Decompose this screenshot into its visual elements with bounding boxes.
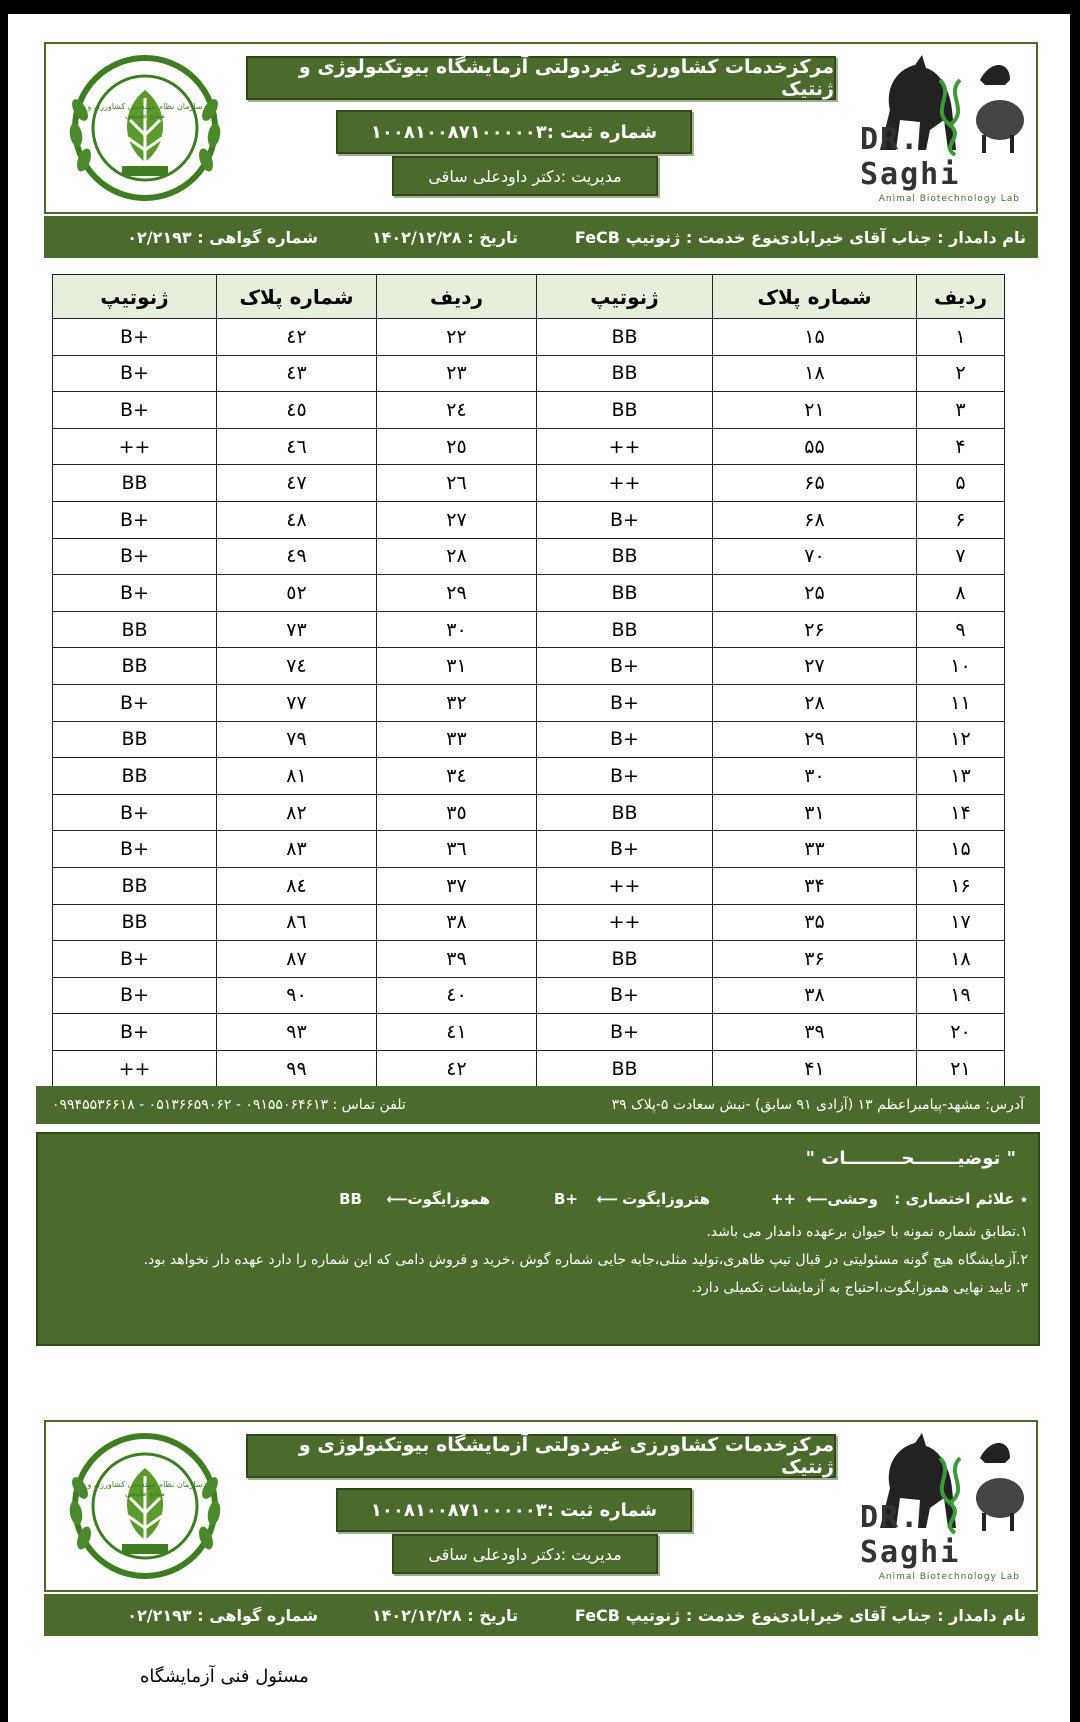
wild-label: وحشی <box>827 1190 878 1208</box>
table-cell: ۸۳ <box>217 831 377 868</box>
table-cell: ۸٦ <box>217 904 377 941</box>
table-cell: B+ <box>537 758 713 795</box>
table-cell: ۴۱ <box>713 1050 917 1087</box>
table-cell: ۳٦ <box>377 831 537 868</box>
notes-title: " توضیـــــــحـــــــــات " <box>805 1148 1016 1169</box>
table-row <box>53 758 1005 795</box>
table-row <box>53 941 1005 978</box>
left-logo-text: سازمان نظام مهندسی کشاورزی و منابع طبیعی <box>87 102 203 120</box>
table-cell: ۸ <box>917 575 1005 612</box>
table-cell: ٤٣ <box>217 355 377 392</box>
col-header: شماره پلاک <box>217 275 377 319</box>
table-cell: ۵ <box>917 465 1005 502</box>
table-row <box>53 538 1005 575</box>
table-cell: ۱ <box>917 319 1005 356</box>
col-header: شماره پلاک <box>713 275 917 319</box>
table-cell: ++ <box>537 428 713 465</box>
wheat-emblem-icon <box>60 50 230 206</box>
table-row <box>53 355 1005 392</box>
service-type: نوع خدمت : ژنوتیپ FeCB <box>574 1605 778 1625</box>
table-cell: B+ <box>53 941 217 978</box>
table-row <box>53 648 1005 685</box>
table-cell: B+ <box>53 977 217 1014</box>
letterhead-bottom <box>44 1420 1038 1592</box>
table-row <box>53 392 1005 429</box>
table-row <box>53 721 1005 758</box>
left-logo-text: سازمان نظام مهندسی کشاورزی و منابع طبیعی <box>87 1480 203 1498</box>
table-cell: ۸۲ <box>217 794 377 831</box>
col-header: ژنوتیپ <box>537 275 713 319</box>
table-cell: ٤٥ <box>217 392 377 429</box>
registration-number: شماره ثبت :۱۰۰۸۱۰۰۸۷۱۰۰۰۰۰۳ <box>336 1488 692 1532</box>
center-name: مرکزخدمات کشاورزی غیردولتی آزمایشگاه بیوتکنولوژی و ژنتیک <box>246 1434 836 1478</box>
abbr-label: ٭ علائم اختصاری : <box>894 1190 1028 1208</box>
table-cell: B+ <box>53 501 217 538</box>
table-cell: ۳۱ <box>377 648 537 685</box>
note-line-3: ۳. تایید نهایی هموزایگوت،احتیاج به آزمایشات تکمیلی دارد. <box>691 1280 1028 1296</box>
issue-date: تاریخ : ۱۴۰۲/۱۲/۲۸ <box>371 1605 518 1625</box>
table-cell: BB <box>537 1050 713 1087</box>
center-name: مرکزخدمات کشاورزی غیردولتی آزمایشگاه بیوتکنولوژی و ژنتیک <box>246 56 836 100</box>
table-cell: B+ <box>53 319 217 356</box>
table-cell: ۵۵ <box>713 428 917 465</box>
table-cell: B+ <box>53 1014 217 1051</box>
registration-number: شماره ثبت :۱۰۰۸۱۰۰۸۷۱۰۰۰۰۰۳ <box>336 110 692 154</box>
phone-text: تلفن تماس : ۰۹۱۵۵۰۶۴۶۱۳ - ۰۵۱۳۶۶۵۹۰۶۲ - ۰۹۹۴۵۵۳۶۶۱۸ <box>52 1097 406 1113</box>
table-cell: BB <box>53 758 217 795</box>
table-cell: ۲٤ <box>377 392 537 429</box>
table-cell: ۳۲ <box>377 684 537 721</box>
table-cell: ۶۵ <box>713 465 917 502</box>
table-cell: ۳۹ <box>377 941 537 978</box>
table-cell: ٤٦ <box>217 428 377 465</box>
table-cell: BB <box>53 611 217 648</box>
info-bar-bottom <box>44 1594 1038 1636</box>
table-cell: ۱۵ <box>713 319 917 356</box>
table-row <box>53 465 1005 502</box>
table-cell: ۳۵ <box>713 904 917 941</box>
table-row <box>53 977 1005 1014</box>
table-cell: BB <box>537 538 713 575</box>
table-cell: ۳۸ <box>713 977 917 1014</box>
dr-saghi-logo <box>860 1428 1030 1584</box>
homo-label: هموزایگوت <box>407 1190 490 1208</box>
table-cell: ۱۱ <box>917 684 1005 721</box>
table-cell: ۳۳ <box>713 831 917 868</box>
table-cell: ۲۶ <box>713 611 917 648</box>
table-row <box>53 575 1005 612</box>
table-cell: ۳۰ <box>377 611 537 648</box>
table-cell: B+ <box>53 684 217 721</box>
table-cell: ۹۳ <box>217 1014 377 1051</box>
address-text: آدرس: مشهد-پیامبراعظم ۱۳ (آزادی ۹۱ سابق) -نبش سعادت ۵-پلاک ۳۹ <box>611 1097 1024 1113</box>
table-cell: ۴ <box>917 428 1005 465</box>
table-row <box>53 867 1005 904</box>
service-type: نوع خدمت : ژنوتیپ FeCB <box>574 227 778 247</box>
brand-subtitle: Animal Biotechnology Lab <box>878 1572 1020 1582</box>
table-cell: BB <box>537 941 713 978</box>
table-cell: ۱۸ <box>917 941 1005 978</box>
table-cell: ۸۷ <box>217 941 377 978</box>
brand-subtitle: Animal Biotechnology Lab <box>878 194 1020 204</box>
table-cell: ۷۳ <box>217 611 377 648</box>
table-cell: BB <box>53 648 217 685</box>
table-cell: ٤۱ <box>377 1014 537 1051</box>
table-cell: ۳٥ <box>377 794 537 831</box>
col-header: ردیف <box>377 275 537 319</box>
table-cell: ۲۳ <box>377 355 537 392</box>
table-cell: B+ <box>537 1014 713 1051</box>
table-cell: B+ <box>53 538 217 575</box>
table-cell: B+ <box>537 977 713 1014</box>
info-bar-top <box>44 216 1038 258</box>
table-cell: ۲۱ <box>917 1050 1005 1087</box>
table-cell: BB <box>537 392 713 429</box>
table-cell: ۲٦ <box>377 465 537 502</box>
table-cell: ۲٥ <box>377 428 537 465</box>
table-cell: ۱۵ <box>917 831 1005 868</box>
manager-name: مدیریت :دکتر داودعلی ساقی <box>392 1534 658 1574</box>
table-cell: ۲۰ <box>917 1014 1005 1051</box>
table-cell: B+ <box>53 831 217 868</box>
letterhead-top <box>44 42 1038 214</box>
table-cell: ۱۳ <box>917 758 1005 795</box>
table-cell: ۲۱ <box>713 392 917 429</box>
table-cell: ۳۷ <box>377 867 537 904</box>
table-cell: ۳٤ <box>377 758 537 795</box>
table-cell: ۳۶ <box>713 941 917 978</box>
table-row <box>53 319 1005 356</box>
note-line-1: ۱.تطابق شماره نمونه با حیوان برعهده دامدار می باشد. <box>706 1224 1028 1240</box>
table-cell: ۲۸ <box>377 538 537 575</box>
table-row <box>53 428 1005 465</box>
table-cell: ٤٢ <box>217 319 377 356</box>
table-cell: ۷٤ <box>217 648 377 685</box>
table-cell: ۱۲ <box>917 721 1005 758</box>
table-cell: ۹۹ <box>217 1050 377 1087</box>
table-cell: B+ <box>537 648 713 685</box>
table-cell: B+ <box>537 501 713 538</box>
table-cell: ۱۰ <box>917 648 1005 685</box>
table-cell: BB <box>537 611 713 648</box>
farmer-name: نام دامدار : جناب آقای خیرابادی <box>775 1605 1026 1625</box>
table-cell: ٤٨ <box>217 501 377 538</box>
table-row <box>53 1050 1005 1087</box>
col-header: ژنوتیپ <box>53 275 217 319</box>
table-row <box>53 684 1005 721</box>
certificate-number: شماره گواهی : ۰۲/۲۱۹۳ <box>127 1605 318 1625</box>
table-cell: BB <box>53 867 217 904</box>
table-cell: ۳۱ <box>713 794 917 831</box>
table-cell: ++ <box>537 465 713 502</box>
table-cell: ٤۰ <box>377 977 537 1014</box>
arrow-icon: ⟵ <box>806 1190 828 1208</box>
brand-name: DR. Saghi <box>860 122 961 192</box>
table-cell: ۶۸ <box>713 501 917 538</box>
dr-saghi-logo <box>860 50 1030 206</box>
farmer-name: نام دامدار : جناب آقای خیرابادی <box>775 227 1026 247</box>
table-cell: ۲۵ <box>713 575 917 612</box>
address-bar <box>36 1086 1040 1124</box>
certificate-number: شماره گواهی : ۰۲/۲۱۹۳ <box>127 227 318 247</box>
table-cell: ۱۶ <box>917 867 1005 904</box>
table-cell: ++ <box>537 904 713 941</box>
table-row <box>53 831 1005 868</box>
table-cell: BB <box>537 575 713 612</box>
table-cell: B+ <box>53 355 217 392</box>
table-cell: ۷۷ <box>217 684 377 721</box>
table-cell: B+ <box>537 721 713 758</box>
table-cell: ۱۴ <box>917 794 1005 831</box>
brand-name: DR. Saghi <box>860 1500 961 1570</box>
table-cell: B+ <box>53 575 217 612</box>
table-cell: ۳۰ <box>713 758 917 795</box>
table-cell: ۱۷ <box>917 904 1005 941</box>
table-cell: ۱۹ <box>917 977 1005 1014</box>
table-cell: ۹ <box>917 611 1005 648</box>
table-cell: ٥٢ <box>217 575 377 612</box>
table-cell: ۷۹ <box>217 721 377 758</box>
table-cell: ۳ <box>917 392 1005 429</box>
table-cell: B+ <box>53 392 217 429</box>
table-cell: ۸٤ <box>217 867 377 904</box>
technical-manager-signature: مسئول فنی آزمایشگاه <box>140 1666 309 1687</box>
table-cell: BB <box>537 355 713 392</box>
table-cell: ۷۰ <box>713 538 917 575</box>
table-cell: ۲ <box>917 355 1005 392</box>
table-row <box>53 794 1005 831</box>
homo-code: BB <box>339 1190 362 1208</box>
table-cell: ++ <box>53 1050 217 1087</box>
table-cell: ۳۳ <box>377 721 537 758</box>
table-cell: ۲۷ <box>377 501 537 538</box>
table-row <box>53 501 1005 538</box>
manager-name: مدیریت :دکتر داودعلی ساقی <box>392 156 658 196</box>
table-cell: BB <box>53 465 217 502</box>
table-cell: B+ <box>53 794 217 831</box>
table-cell: BB <box>537 319 713 356</box>
table-row <box>53 904 1005 941</box>
table-cell: ۶ <box>917 501 1005 538</box>
table-header-row <box>53 275 1005 319</box>
table-cell: ٤٧ <box>217 465 377 502</box>
table-cell: ++ <box>53 428 217 465</box>
table-row <box>53 611 1005 648</box>
table-cell: ۱۸ <box>713 355 917 392</box>
col-header: ردیف <box>917 275 1005 319</box>
table-cell: ۳۸ <box>377 904 537 941</box>
note-line-2: ۲.آزمایشگاه هیچ گونه مسئولیتی در قبال تیپ ظاهری،تولید مثلی،جابه جایی شماره گوش ،خرید و فروش دامی که این شماره را دارد عهده دار نخواهد بود. <box>143 1252 1028 1268</box>
table-cell: BB <box>53 904 217 941</box>
wheat-emblem-icon <box>60 1428 230 1584</box>
table-cell: ۲۸ <box>713 684 917 721</box>
table-cell: BB <box>537 794 713 831</box>
hetero-label: هتروزایگوت <box>622 1190 710 1208</box>
table-cell: ٤۲ <box>377 1050 537 1087</box>
table-cell: B+ <box>537 684 713 721</box>
table-cell: ٤٩ <box>217 538 377 575</box>
table-cell: ۲۷ <box>713 648 917 685</box>
notes-section <box>36 1132 1040 1346</box>
table-row <box>53 1014 1005 1051</box>
table-cell: ۲۹ <box>713 721 917 758</box>
table-cell: B+ <box>537 831 713 868</box>
table-cell: ۳۴ <box>713 867 917 904</box>
arrow-icon: ⟵ <box>596 1190 618 1208</box>
table-cell: BB <box>53 721 217 758</box>
table-cell: ۹۰ <box>217 977 377 1014</box>
wild-code: ++ <box>770 1190 796 1208</box>
table-cell: ۷ <box>917 538 1005 575</box>
genotype-table <box>52 274 1005 1087</box>
table-cell: ۲۹ <box>377 575 537 612</box>
hetero-code: B+ <box>553 1190 578 1208</box>
table-cell: ۸۱ <box>217 758 377 795</box>
arrow-icon: ⟵ <box>386 1190 408 1208</box>
table-cell: ۲۲ <box>377 319 537 356</box>
issue-date: تاریخ : ۱۴۰۲/۱۲/۲۸ <box>371 227 518 247</box>
table-cell: ۳۹ <box>713 1014 917 1051</box>
table-cell: ++ <box>537 867 713 904</box>
